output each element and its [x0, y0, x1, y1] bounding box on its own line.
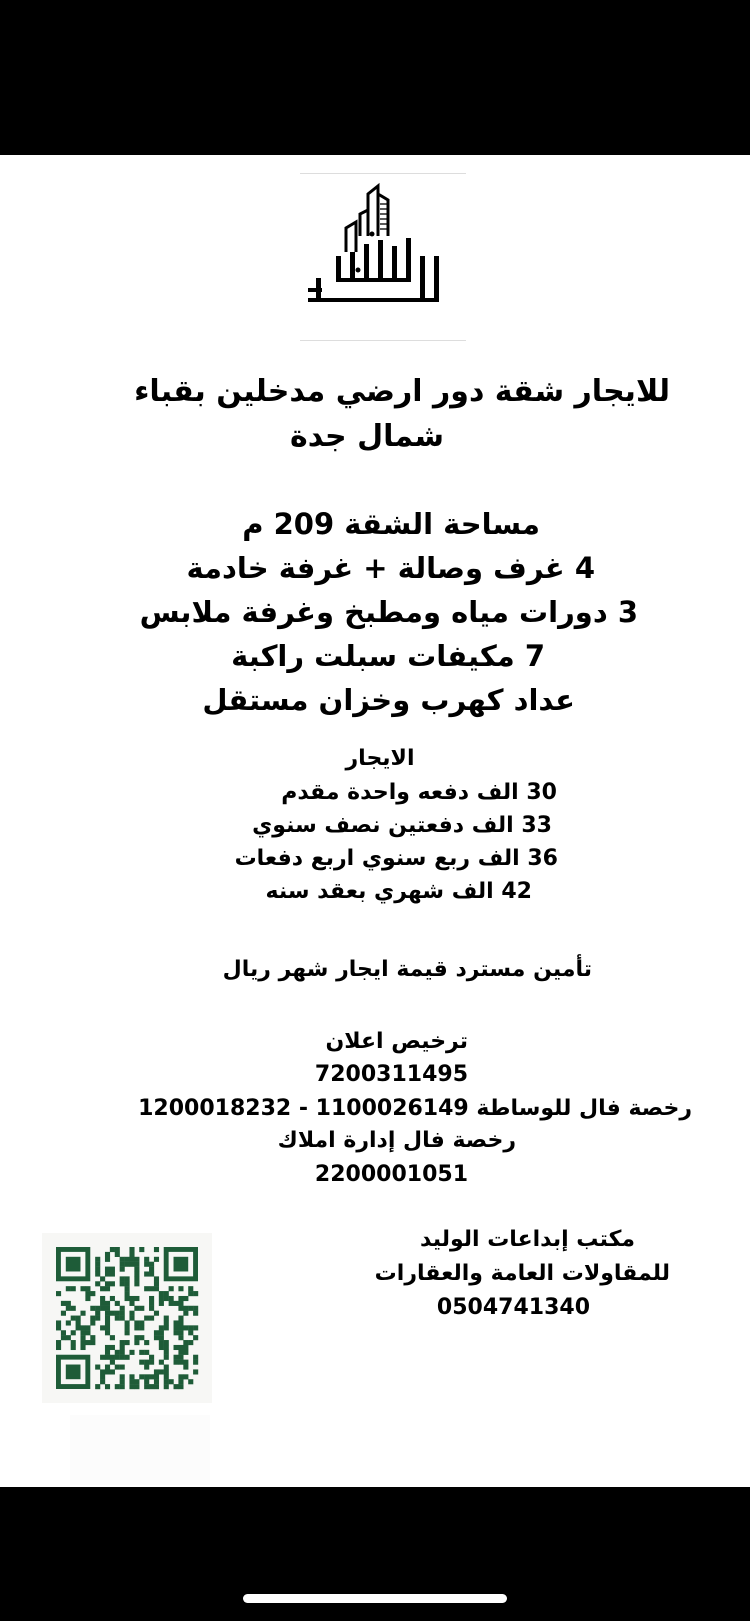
rent-option: 30 الف دفعه واحدة مقدم: [281, 780, 557, 805]
property-mgmt-license-number: 2200001051: [314, 1162, 468, 1187]
feature-item: 7 مكيفات سبلت راكبة: [231, 639, 545, 673]
brokerage-license: رخصة فال للوساطة 1100026149 - 1200018232: [138, 1096, 692, 1121]
deposit-note: تأمين مسترد قيمة ايجار شهر ريال: [222, 957, 592, 982]
office-subtitle: للمقاولات العامة والعقارات: [374, 1261, 670, 1286]
listing-title-line2: شمال جدة: [289, 419, 444, 454]
listing-title-line1: للايجار شقة دور ارضي مدخلين بقباء: [134, 374, 670, 409]
status-bar-area: [0, 0, 750, 155]
faint-shadow-panel: [70, 1415, 210, 1485]
feature-item: عداد كهرب وخزان مستقل: [202, 683, 575, 717]
company-logo: [300, 173, 466, 341]
feature-item: 4 غرف وصالة + غرفة خادمة: [186, 551, 595, 585]
rent-heading: الايجار: [345, 746, 415, 771]
feature-item: مساحة الشقة 209 م: [242, 507, 540, 541]
office-name: مكتب إبداعات الوليد: [420, 1227, 635, 1252]
ad-flyer: [0, 155, 750, 1487]
home-indicator[interactable]: [243, 1594, 507, 1603]
ad-license-label: ترخيص اعلان: [325, 1029, 468, 1054]
rent-option: 33 الف دفعتين نصف سنوي: [252, 813, 552, 838]
ad-license-number: 7200311495: [314, 1062, 468, 1087]
feature-item: 3 دورات مياه ومطبخ وغرفة ملابس: [139, 595, 638, 629]
office-phone: 0504741340: [436, 1295, 590, 1320]
property-mgmt-license-label: رخصة فال إدارة املاك: [277, 1128, 516, 1153]
rent-option: 36 الف ربع سنوي اربع دفعات: [234, 846, 558, 871]
rent-option: 42 الف شهري بعقد سنه: [265, 879, 532, 904]
qr-code: [42, 1233, 212, 1403]
